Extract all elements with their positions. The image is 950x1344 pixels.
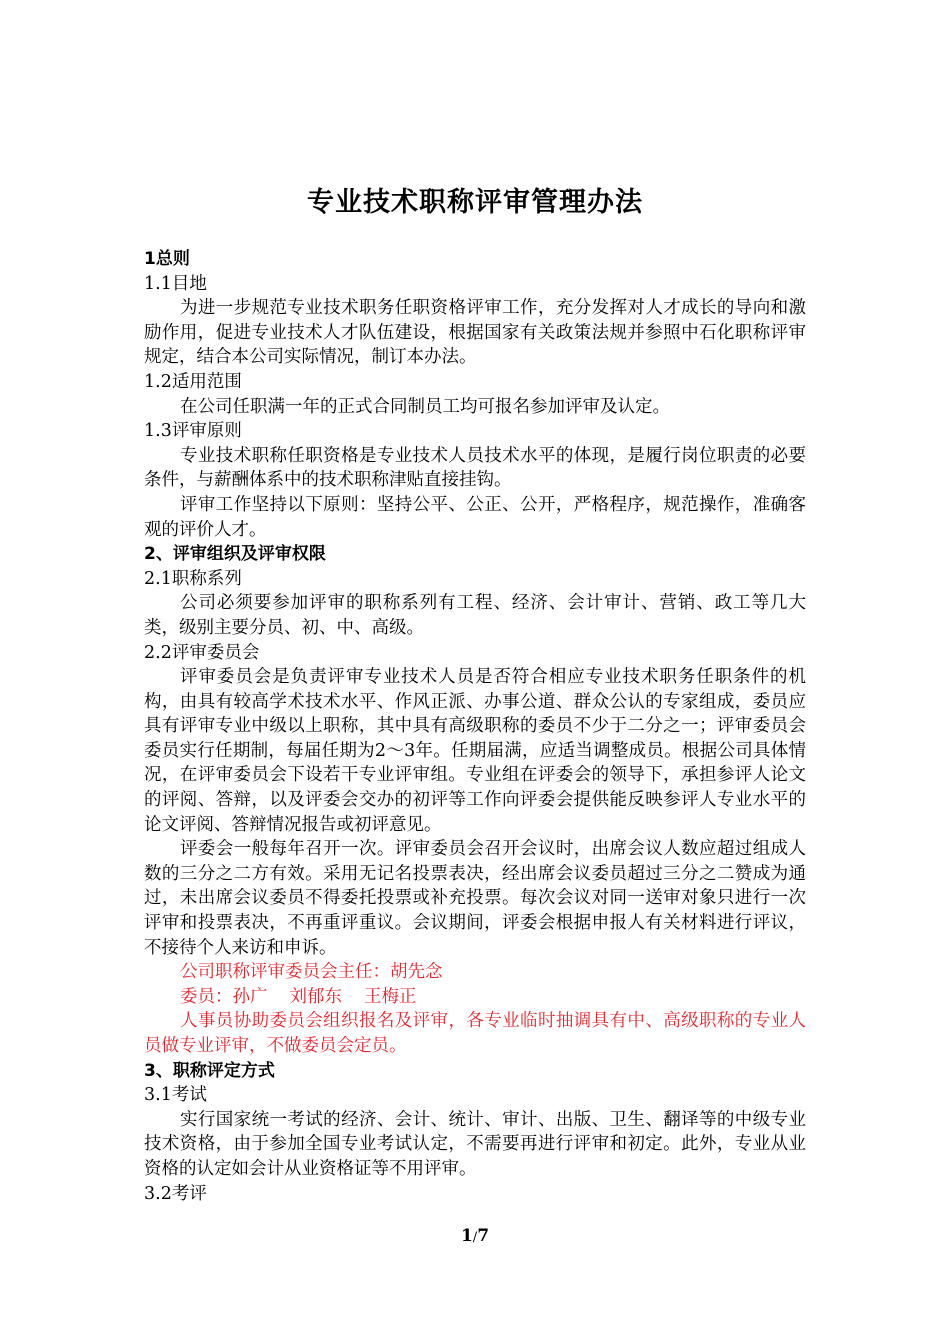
paragraph-1-1: 为进一步规范专业技术职务任职资格评审工作，充分发挥对人才成长的导向和激励作用，促进专业技术人才队伍建设，根据国家有关政策法规并参照中石化职称评审规定，结合本公司实际情况，制订本办法。 — [144, 298, 806, 368]
member-2: 刘郁东 — [289, 986, 342, 1007]
member-1: 委员：孙广 — [180, 986, 268, 1007]
paragraph-2-1: 公司必须要参加评审的职称系列有工程、经济、会计审计、营销、政工等几大类，级别主要分员、初、中、高级。 — [144, 593, 806, 638]
paragraph-1-3-a: 专业技术职称任职资格是专业技术人员技术水平的体现，是履行岗位职责的必要条件，与薪酬体系中的技术职称津贴直接挂钩。 — [144, 445, 806, 491]
heading-1: 1总则 — [144, 249, 190, 269]
page-total: 7 — [477, 1226, 490, 1246]
paragraph-3-1: 实行国家统一考试的经济、会计、统计、审计、出版、卫生、翻译等的中级专业技术资格，由于参加全国专业考试认定，不需要再进行评审和初定。此外，专业从业资格的认定如会计从业资格证等不用评审。 — [144, 1109, 806, 1179]
page-current: 1 — [460, 1226, 473, 1246]
heading-3: 3、职称评定方式 — [144, 1060, 275, 1081]
page-number — [0, 1226, 950, 1246]
paragraph-2-2-a: 评审委员会是负责评审专业技术人员是否符合相应专业技术职务任职条件的机构，由具有较高学术技术水平、作风正派、办事公道、群众公认的专家组成，委员应具有评审专业中级以上职称，其中具有高级职称的委员不少于二分之一；评审委员会委员实行任期制，每届任期为2～3年。任期届满，应适当调整成员。根据公司具体情况，在评审委员会下设若干专业评审组。专业组在评委会的领导下，承担参评人论文的评阅、答辩，以及评委会交办的初评等工作向评委会提供能反映参评人专业水平的论文评阅、答辩情况报告或初评意见。 — [144, 667, 806, 835]
heading-2: 2、评审组织及评审权限 — [144, 544, 326, 565]
heading-1-2: 1.2适用范围 — [144, 371, 242, 392]
heading-1-3: 1.3评审原则 — [144, 421, 242, 442]
page-separator: / — [472, 1230, 478, 1245]
heading-2-1: 2.1职称系列 — [144, 568, 242, 589]
document-body — [144, 247, 806, 1206]
heading-1-1: 1.1目地 — [144, 273, 207, 294]
heading-2-2: 2.2评审委员会 — [144, 642, 260, 663]
committee-chair: 公司职称评审委员会主任：胡先念 — [180, 962, 443, 983]
heading-3-2: 3.2考评 — [144, 1183, 207, 1204]
paragraph-2-2-c: 人事员协助委员会组织报名及评审，各专业临时抽调具有中、高级职称的专业人员做专业评审，不做委员会定员。 — [144, 1011, 806, 1056]
heading-3-1: 3.1考试 — [144, 1085, 207, 1106]
paragraph-1-3-b: 评审工作坚持以下原则：坚持公平、公正、公开，严格程序，规范操作，准确客观的评价人才。 — [144, 494, 806, 540]
member-3: 王梅正 — [364, 986, 417, 1007]
paragraph-1-2: 在公司任职满一年的正式合同制员工均可报名参加评审及认定。 — [180, 396, 670, 417]
committee-members — [144, 985, 806, 1010]
page-title: 专业技术职称评审管理办法 — [307, 187, 643, 218]
paragraph-2-2-b: 评委会一般每年召开一次。评审委员会召开会议时，出席会议人数应超过组成人数的三分之二方有效。采用无记名投票表决，经出席会议委员超过三分之二赞成为通过，未出席会议委员不得委托投票或补充投票。每次会议对同一送审对象只进行一次评审和投票表决，不再重评重议。会议期间，评委会根据申报人有关材料进行评议，不接待个人来访和申诉。 — [144, 839, 806, 958]
